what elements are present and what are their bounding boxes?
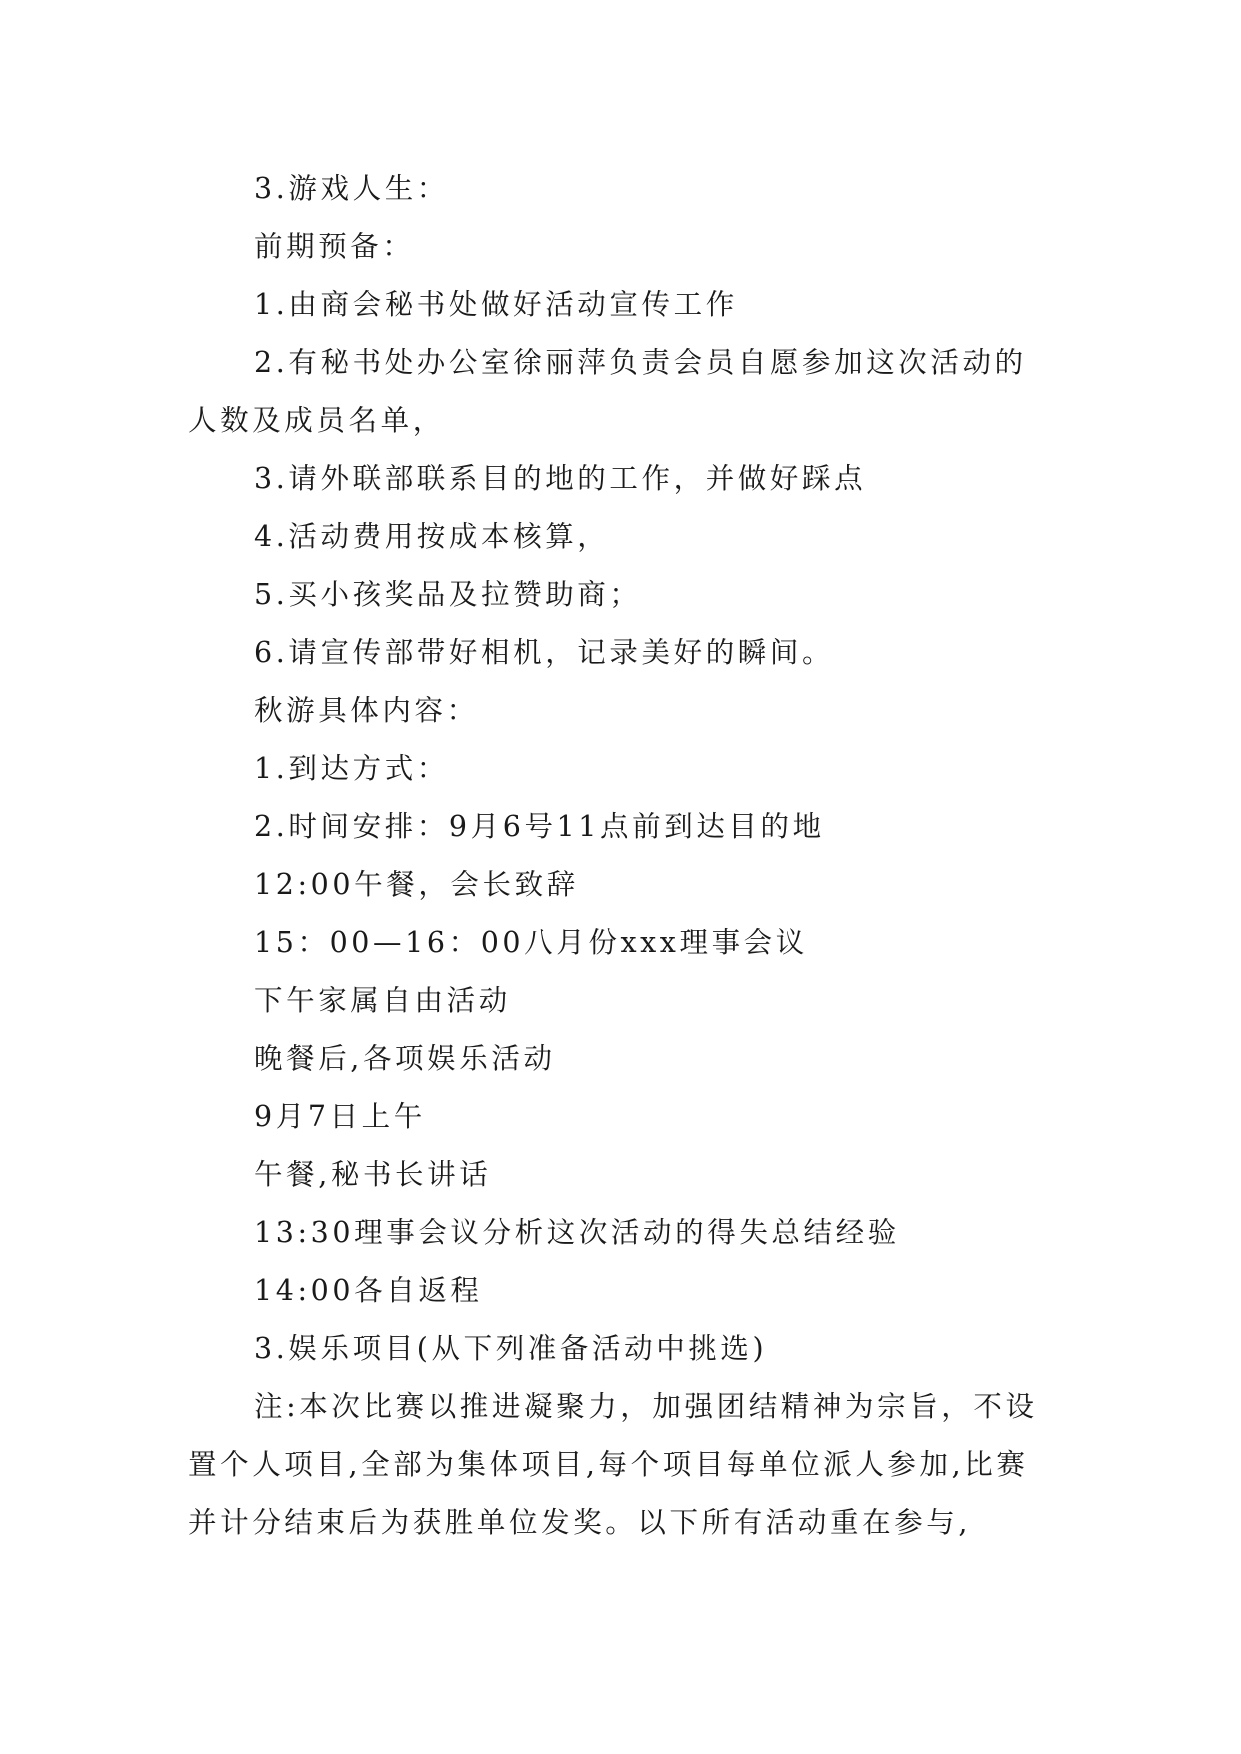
text-line: 12:00午餐，会长致辞	[254, 868, 579, 901]
text-line: 午餐,秘书长讲话	[254, 1158, 492, 1191]
text-line: 1.到达方式：	[254, 752, 449, 785]
text-line: 秋游具体内容：	[254, 694, 479, 727]
text-line: 6.请宣传部带好相机，记录美好的瞬间。	[254, 636, 835, 669]
document-page	[188, 160, 1058, 1552]
text-line: 15：00—16：00八月份xxx理事会议	[254, 926, 808, 959]
text-line: 9月7日上午	[254, 1100, 426, 1133]
text-line: 1.由商会秘书处做好活动宣传工作	[254, 288, 738, 321]
text-line: 5.买小孩奖品及拉赞助商；	[254, 578, 642, 611]
text-line: 3.娱乐项目(从下列准备活动中挑选)	[254, 1332, 768, 1365]
text-line: 3.游戏人生：	[254, 172, 449, 205]
paragraph-members: 2.有秘书处办公室徐丽萍负责会员自愿参加这次活动的人数及成员名单，	[188, 346, 1027, 437]
text-line: 下午家属自由活动	[254, 984, 511, 1017]
text-line: 3.请外联部联系目的地的工作，并做好踩点	[254, 462, 867, 495]
text-line: 4.活动费用按成本核算，	[254, 520, 610, 553]
paragraph-note: 注:本次比赛以推进凝聚力，加强团结精神为宗旨，不设置个人项目,全部为集体项目,每个项目每单位派人参加,比赛并计分结束后为获胜单位发奖。以下所有活动重在参与,	[188, 1390, 1038, 1539]
text-line: 晚餐后,各项娱乐活动	[254, 1042, 556, 1075]
text-line: 13:30理事会议分析这次活动的得失总结经验	[254, 1216, 900, 1249]
text-line: 前期预备：	[254, 230, 415, 263]
text-line: 14:00各自返程	[254, 1274, 483, 1307]
text-line: 2.时间安排：9月6号11点前到达目的地	[254, 810, 825, 843]
